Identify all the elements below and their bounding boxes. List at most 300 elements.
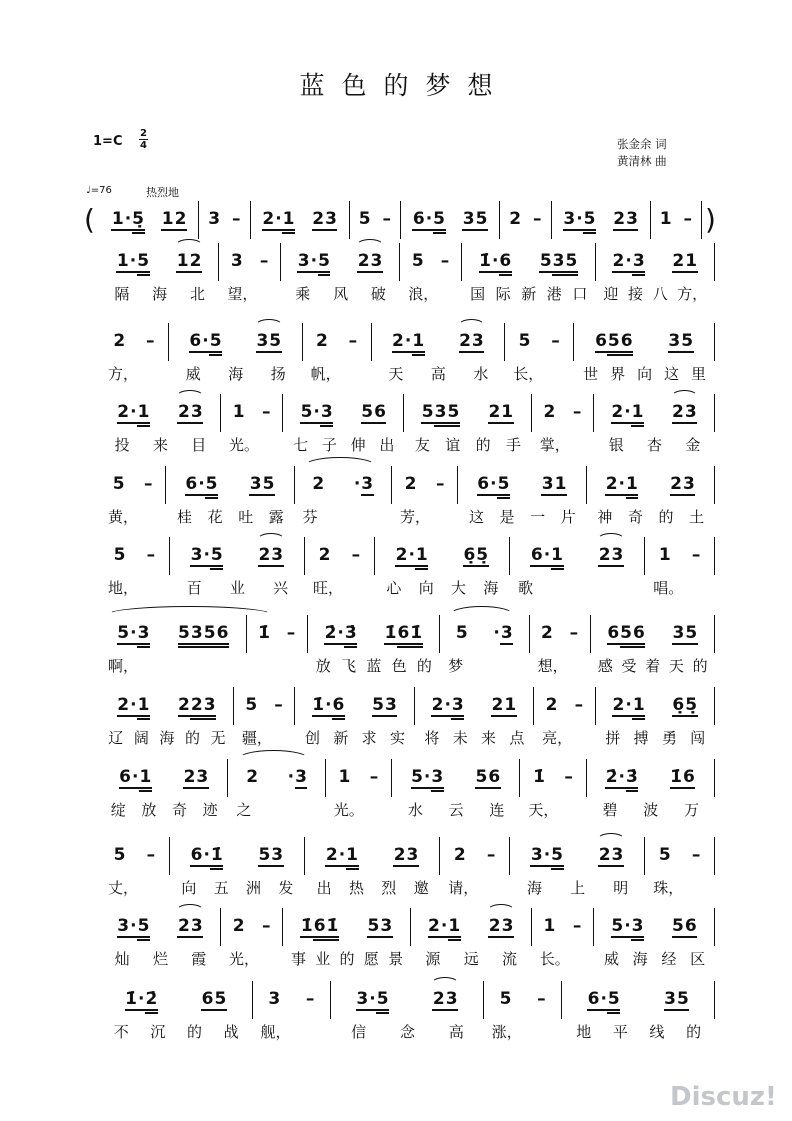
lyric-syllable: 露 (268, 507, 284, 526)
lyric-line (295, 504, 392, 528)
augmentation-dot: · (313, 402, 320, 425)
lyric-syllable: 的 (416, 656, 432, 675)
note: 6 (397, 623, 410, 646)
beat (431, 695, 464, 718)
measure-notes (645, 837, 715, 875)
note: 1̇ (258, 622, 270, 643)
note: 1 (659, 208, 672, 229)
note: 6 (684, 916, 697, 939)
measure (594, 908, 715, 970)
lyric-syllable: 世 (583, 364, 599, 383)
note: 5̣ (685, 695, 698, 718)
beat (564, 767, 574, 790)
measure-notes (350, 201, 401, 239)
beat (421, 402, 460, 425)
augmentation-dot: · (624, 402, 631, 425)
sustain-dash: – (440, 250, 450, 271)
lyric-syllable: 杏 (647, 435, 663, 454)
beat (185, 474, 218, 497)
measure (594, 394, 715, 456)
note: 5 (258, 845, 271, 868)
note: 5 (205, 474, 218, 497)
note: 3 (384, 695, 397, 718)
note: 2 (395, 545, 408, 568)
lyric-syllable: 奇 (171, 800, 187, 819)
augmentation-dot: · (325, 695, 332, 718)
measure (372, 323, 506, 385)
lyric-line (100, 1019, 253, 1043)
sustain-dash: – (533, 208, 542, 229)
beat (258, 623, 271, 646)
note: 2 (178, 695, 191, 718)
sustain-dash: – (274, 694, 283, 715)
measure (532, 908, 594, 970)
note: 1 (543, 915, 556, 936)
lyric-syllable: 花 (207, 507, 223, 526)
sustain-dash: – (348, 330, 358, 351)
measure-notes (440, 615, 530, 653)
augmentation-dot: · (129, 251, 136, 274)
lyric-line (372, 361, 506, 385)
lyric-syllable: 业 (229, 578, 245, 597)
lyric-syllable: 向 (418, 578, 434, 597)
measure-notes (100, 243, 219, 281)
note: 2 (393, 845, 406, 868)
slur (176, 904, 204, 918)
lyric-syllable: 连 (489, 800, 505, 819)
beat (551, 331, 561, 354)
measure (166, 466, 294, 528)
note: 2 (189, 251, 202, 274)
lyric-line (411, 946, 532, 970)
note: 5 (551, 845, 564, 868)
beat (117, 695, 150, 718)
lyric-syllable: 银 (608, 435, 624, 454)
measure (331, 981, 484, 1043)
lyric-syllable: 八 (652, 284, 668, 303)
lyric-line (596, 725, 715, 749)
beat (395, 545, 428, 568)
measure-notes (100, 837, 170, 875)
note: 6̣ (463, 545, 476, 568)
beat (613, 209, 639, 232)
sustain-dash: – (146, 330, 155, 351)
beat (612, 695, 645, 718)
note: 2 (488, 402, 501, 425)
beat (297, 251, 330, 274)
sustain-dash: – (262, 401, 271, 422)
lyric-syllable: 向 (181, 878, 197, 897)
lyric-syllable: 子 (321, 435, 337, 454)
beat (178, 623, 229, 646)
lyric-syllable: 放 (315, 656, 331, 675)
lyric-syllable: 疆， (241, 728, 272, 747)
measure (170, 537, 305, 599)
measure-notes (100, 759, 228, 797)
note: 5 (411, 767, 424, 790)
measure-notes (505, 323, 574, 361)
beat (392, 331, 425, 354)
note: 5̣ (132, 209, 145, 232)
note: 3 (268, 988, 281, 1009)
lyric-syllable: 的 (339, 949, 355, 968)
note: 3 (445, 989, 458, 1012)
beat (539, 251, 578, 274)
beat (672, 251, 698, 274)
lyric-line (458, 504, 586, 528)
beat (230, 251, 243, 274)
lyric-syllable: 是 (499, 507, 515, 526)
note: 2̇ (324, 623, 337, 646)
staff-row (100, 394, 715, 456)
measure-notes (552, 201, 651, 239)
measure-notes (534, 687, 596, 725)
lyric-line (221, 946, 283, 970)
lyric-syllable: 谊 (445, 435, 461, 454)
staff-row (100, 537, 715, 599)
sustain-dash: – (146, 544, 156, 565)
lyric-line (100, 504, 166, 528)
lyric-syllable: 海 (632, 949, 648, 968)
beat (305, 989, 315, 1012)
lyric-syllable: 不 (113, 1022, 129, 1041)
measure (510, 537, 645, 599)
note: 2 (312, 209, 325, 232)
note: 3 (370, 251, 383, 274)
lyric-line (534, 725, 596, 749)
note: 3 (632, 251, 645, 274)
lyric-syllable: 的 (184, 728, 200, 747)
lyric-syllable: 啊， (108, 656, 139, 675)
sustain-dash: – (144, 473, 153, 494)
note: 3 (462, 209, 475, 232)
lyric-syllable: 吐 (238, 507, 254, 526)
lyric-syllable: 邀 (413, 878, 429, 897)
note: 6 (530, 545, 543, 568)
note: 5 (518, 330, 531, 351)
slur (257, 533, 285, 547)
lyric-syllable: 蓝 (366, 656, 382, 675)
beat (113, 845, 126, 868)
lyric-line (303, 361, 372, 385)
note: 3 (563, 209, 576, 232)
lyric-syllable: 伸 (350, 435, 366, 454)
lyric-line (392, 797, 520, 821)
lyric-syllable: 景 (388, 949, 404, 968)
lyric-line (170, 875, 305, 899)
note: 6 (119, 767, 132, 790)
beat (605, 767, 638, 790)
watermark: Discuz! (670, 1082, 777, 1112)
beat (258, 545, 284, 568)
measure (596, 243, 715, 305)
note: 2 (545, 694, 558, 715)
beat (659, 209, 672, 232)
measure-notes (234, 687, 296, 725)
augmentation-dot: · (543, 845, 550, 868)
note: 2 (316, 330, 328, 351)
note: 1 (338, 766, 351, 787)
measure (308, 615, 440, 677)
lyric-syllable: 万 (684, 800, 700, 819)
lyric-syllable: 亮， (542, 728, 573, 747)
note: 5 (411, 250, 424, 271)
slur (176, 390, 204, 404)
augmentation-dot: · (287, 766, 295, 787)
note: 5 (117, 623, 130, 646)
note: 3 (137, 623, 150, 646)
measure (411, 908, 532, 970)
measure-notes (594, 394, 715, 432)
note: 5 (361, 402, 374, 425)
staff-row (100, 243, 715, 305)
note: 5 (421, 402, 434, 425)
slur (304, 457, 375, 475)
lyric-syllable: 经 (661, 949, 677, 968)
note: 2 (488, 916, 501, 939)
note: 5 (455, 622, 468, 643)
measure (170, 837, 305, 899)
lyric-syllable: 远 (463, 949, 479, 968)
lyric-syllable: 北 (189, 284, 205, 303)
measure-notes (530, 615, 591, 653)
lyric-syllable: 威 (603, 949, 619, 968)
note: 1 (176, 251, 189, 274)
lyric-line (100, 797, 228, 821)
note: 2 (190, 695, 203, 718)
note: 3 (500, 623, 513, 646)
lyric-line (510, 875, 645, 899)
staff-row (100, 908, 715, 970)
augmentation-dot: · (202, 331, 209, 354)
note: 5 (262, 474, 275, 497)
note: 1 (501, 402, 514, 425)
beat (356, 989, 389, 1012)
lyric-syllable: 上 (570, 878, 586, 897)
lyric-syllable: 破 (370, 284, 386, 303)
beat (190, 545, 223, 568)
sustain-dash: – (572, 915, 582, 936)
measure-notes (305, 837, 440, 875)
note: 3 (271, 545, 284, 568)
measure-notes (520, 759, 586, 797)
sustain-dash: – (435, 473, 445, 494)
note: 2 (117, 402, 130, 425)
note: 1̇ (210, 845, 223, 868)
lyric-line (228, 797, 325, 821)
measure (562, 981, 715, 1043)
lyric-syllable: 涨， (491, 1022, 522, 1041)
note: 5 (607, 989, 620, 1012)
note: 3 (320, 402, 333, 425)
note: 3 (325, 209, 338, 232)
note: 5 (607, 331, 620, 354)
measure (587, 759, 715, 821)
note: 1 (685, 251, 698, 274)
note: 2 (325, 845, 338, 868)
note: 6 (332, 695, 345, 718)
note: 1̇ (312, 695, 325, 718)
note: 1 (137, 402, 150, 425)
note: 1 (632, 695, 645, 718)
lyric-syllable: 目 (191, 435, 207, 454)
lyric-syllable: 这 (664, 364, 680, 383)
beat (176, 251, 202, 274)
sustain-dash: – (569, 622, 579, 643)
lyric-syllable: 来 (481, 728, 497, 747)
note: 5 (433, 209, 446, 232)
lyric-syllable: 热 (348, 878, 364, 897)
note: 5 (620, 623, 633, 646)
measure-notes (400, 243, 462, 281)
sustain-dash: – (574, 694, 584, 715)
note: 2 (312, 473, 325, 494)
augmentation-dot: · (138, 989, 145, 1012)
note: 2 (177, 402, 190, 425)
note: 3 (406, 845, 419, 868)
note: 6 (374, 402, 387, 425)
sustain-dash: – (683, 208, 693, 229)
lyric-syllable: 之 (236, 800, 252, 819)
beat (189, 331, 222, 354)
beat (312, 695, 345, 718)
measure-notes (305, 537, 375, 575)
measure-notes (228, 759, 325, 797)
lyric-syllable: 飞 (341, 656, 357, 675)
song-title: 蓝色的梦想 (299, 71, 510, 100)
slur (487, 904, 515, 918)
beat (113, 331, 126, 354)
beat (543, 402, 556, 425)
beat (208, 209, 221, 232)
beat (428, 916, 461, 939)
measure (100, 466, 166, 528)
tempo-expression: 热烈地 (146, 186, 179, 199)
lyric-syllable: 水 (407, 800, 423, 819)
lyric-syllable: 地 (576, 1022, 592, 1041)
note: 1 (161, 209, 174, 232)
measure (505, 323, 574, 385)
measure (520, 759, 586, 821)
augmentation-dot: · (130, 623, 137, 646)
augmentation-dot: · (600, 989, 607, 1012)
measure-notes (247, 615, 308, 653)
sustain-dash: – (691, 544, 701, 565)
lyric-line (530, 653, 591, 677)
lyric-syllable: 天 (668, 656, 684, 675)
lyric-syllable: 色 (391, 656, 407, 675)
beat (232, 209, 242, 232)
beat (493, 623, 513, 646)
lyric-syllable: 歌 (518, 578, 534, 597)
note: 2 (404, 473, 417, 494)
note: 3 (682, 474, 695, 497)
measure (440, 615, 530, 677)
lyric-line (166, 504, 294, 528)
measure-notes (532, 908, 594, 946)
beat (177, 402, 203, 425)
lyric-syllable: 霞 (191, 949, 207, 968)
note: 5 (137, 916, 150, 939)
beat (475, 767, 501, 790)
lyric-syllable: 海 (152, 284, 168, 303)
measure-notes (591, 615, 715, 653)
lyric-syllable: 受 (621, 656, 637, 675)
note: 6 (633, 623, 646, 646)
measure-notes (645, 537, 715, 575)
lyric-syllable: 战 (223, 1022, 239, 1041)
note: 5 (672, 916, 685, 939)
lyric-line (594, 946, 715, 970)
note: 1̇ (670, 767, 683, 790)
note: 3 (451, 695, 464, 718)
lyric-syllable: 片 (560, 507, 576, 526)
beat (111, 209, 144, 232)
note: 1 (658, 544, 671, 565)
note: 6 (216, 623, 229, 646)
measure-notes (392, 466, 458, 504)
beat (530, 845, 563, 868)
note: 2 (453, 844, 466, 865)
beat (658, 545, 671, 568)
lyric-syllable: 出 (316, 878, 332, 897)
lyric-syllable: 芬 (302, 507, 318, 526)
note: 2 (670, 474, 683, 497)
note: 3 (256, 331, 269, 354)
sustain-dash: – (286, 622, 296, 643)
lyric-syllable: 的 (187, 1022, 203, 1041)
lyric-line (295, 725, 414, 749)
note: 3 (297, 251, 310, 274)
lyric-line (221, 432, 283, 456)
lyric-line (587, 797, 715, 821)
lyric-line (253, 1019, 332, 1043)
beat (382, 209, 392, 232)
augmentation-dot: · (440, 916, 447, 939)
beat (691, 845, 701, 868)
lyric-syllable: 的 (475, 435, 491, 454)
lyricist-credit: 张金余 词 (617, 137, 667, 151)
lyric-syllable: 着 (645, 656, 661, 675)
lyric-syllable: 珠， (653, 878, 684, 897)
augmentation-dot: · (369, 989, 376, 1012)
beat (117, 623, 150, 646)
staff-row (100, 615, 715, 677)
lyric-syllable: 未 (452, 728, 468, 747)
beat (672, 402, 698, 425)
lyric-syllable: 扬 (270, 364, 286, 383)
beat (611, 916, 644, 939)
lyric-syllable: 请， (448, 878, 479, 897)
measure-notes (587, 466, 715, 504)
lyric-line (283, 432, 404, 456)
beat (361, 402, 387, 425)
lyric-line (596, 281, 715, 305)
note: 1 (415, 545, 428, 568)
note: 1̇ (300, 916, 313, 939)
note: 3 (501, 916, 514, 939)
lyric-line (440, 875, 510, 899)
measure (305, 537, 375, 599)
beat (598, 845, 624, 868)
note: 1 (631, 402, 644, 425)
lyric-syllable: 水 (473, 364, 489, 383)
measure-notes (170, 537, 305, 575)
lyric-syllable: 长， (513, 364, 544, 383)
lyric-syllable: 光， (228, 949, 259, 968)
lyric-syllable: 金 (685, 435, 701, 454)
lyric-syllable: 流 (502, 949, 518, 968)
